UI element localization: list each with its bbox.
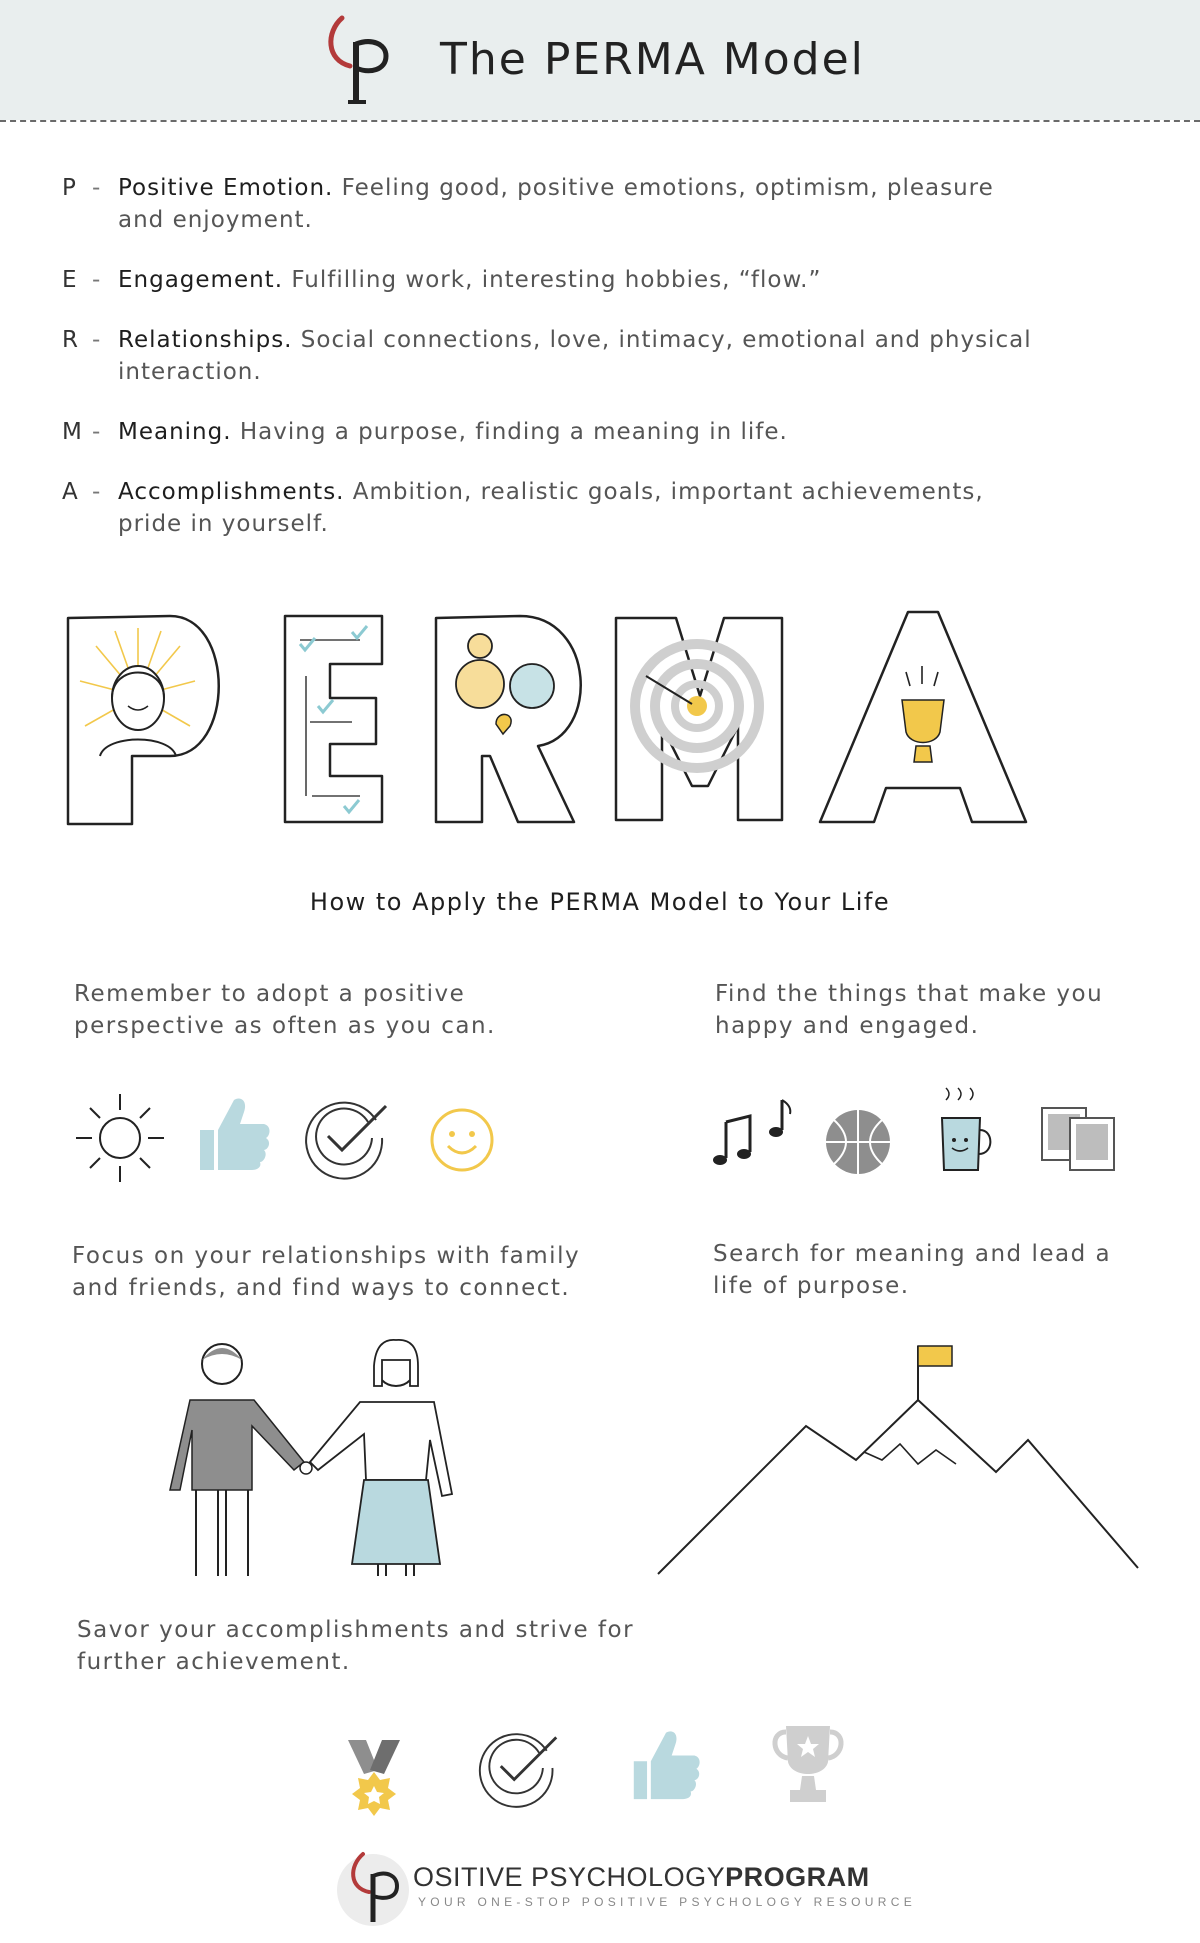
perma-description: Having a purpose, finding a meaning in life. bbox=[231, 419, 788, 445]
perma-dash: - bbox=[92, 175, 102, 201]
list-item-engagement bbox=[62, 264, 1082, 296]
perma-dash: - bbox=[92, 327, 102, 353]
brand-part-light: OSITIVE bbox=[413, 1862, 532, 1892]
perma-dash: - bbox=[92, 419, 102, 445]
page-title: The PERMA Model bbox=[440, 34, 865, 85]
tip-relationships: Focus on your relationships with family and friends, and find ways to connect. bbox=[72, 1243, 581, 1301]
perma-description: Social connections, love, intimacy, emotional and physical interaction. bbox=[118, 327, 1032, 385]
list-item-meaning bbox=[62, 416, 1082, 448]
basketball-icon bbox=[824, 1108, 892, 1176]
perma-term: Positive Emotion. bbox=[118, 175, 334, 201]
perma-letter: A bbox=[62, 479, 79, 505]
mug-icon bbox=[936, 1084, 996, 1176]
perma-dash: - bbox=[92, 479, 102, 505]
perma-illustrated-letters bbox=[60, 606, 1150, 832]
letter-r-illustration bbox=[436, 616, 581, 822]
brand-name bbox=[413, 1862, 870, 1893]
letter-a-illustration bbox=[820, 612, 1026, 822]
section-heading-apply: How to Apply the PERMA Model to Your Life bbox=[309, 888, 891, 916]
dashed-divider bbox=[0, 120, 1200, 122]
thumbs-up-icon bbox=[630, 1726, 702, 1804]
couple-holding-hands-icon bbox=[160, 1330, 460, 1580]
tip-positive: Remember to adopt a positive perspective as often as you can. bbox=[74, 981, 496, 1039]
perma-description: Feeling good, positive emotions, optimism, pleasure and enjoyment. bbox=[118, 175, 994, 233]
tip-engaged: Find the things that make you happy and engaged. bbox=[715, 981, 1104, 1039]
perma-letter: R bbox=[62, 327, 79, 353]
perma-text bbox=[118, 264, 1038, 296]
perma-description: Fulfilling work, interesting hobbies, “flow.” bbox=[283, 267, 822, 293]
mountain-flag-icon bbox=[656, 1340, 1140, 1580]
footer-logo-icon bbox=[333, 1848, 413, 1928]
sun-icon bbox=[72, 1090, 168, 1186]
list-item-accomplishments bbox=[62, 476, 1082, 540]
thumbs-up-icon bbox=[196, 1094, 272, 1174]
perma-text bbox=[118, 324, 1038, 388]
letter-e-illustration bbox=[285, 616, 382, 822]
perma-term: Engagement. bbox=[118, 267, 284, 293]
perma-description: Ambition, realistic goals, important achievements, pride in yourself. bbox=[118, 479, 984, 537]
smiley-icon bbox=[428, 1106, 496, 1174]
trophy-icon bbox=[770, 1722, 846, 1806]
checkmark-circle-icon bbox=[300, 1092, 392, 1184]
logo-psi-icon bbox=[320, 12, 396, 104]
checkmark-circle-icon bbox=[474, 1724, 562, 1812]
perma-letter: E bbox=[62, 267, 78, 293]
perma-letter: P bbox=[62, 175, 77, 201]
photos-icon bbox=[1040, 1104, 1120, 1176]
perma-text bbox=[118, 172, 1038, 236]
perma-definition-list bbox=[62, 172, 1082, 568]
perma-dash: - bbox=[92, 267, 102, 293]
perma-letter: M bbox=[62, 419, 83, 445]
letter-p-illustration bbox=[68, 616, 219, 824]
tip-accomplish: Savor your accomplishments and strive for further achievement. bbox=[77, 1617, 635, 1675]
music-notes-icon bbox=[712, 1096, 798, 1172]
perma-text bbox=[118, 476, 1038, 540]
letter-m-illustration bbox=[616, 618, 782, 820]
brand-tagline: YOUR ONE-STOP POSITIVE PSYCHOLOGY RESOURCE bbox=[418, 1895, 917, 1909]
perma-term: Meaning. bbox=[118, 419, 232, 445]
medal-icon bbox=[344, 1736, 404, 1816]
list-item-positive-emotion bbox=[62, 172, 1082, 236]
perma-term: Accomplishments. bbox=[118, 479, 345, 505]
perma-term: Relationships. bbox=[118, 327, 293, 353]
header-banner bbox=[0, 0, 1200, 120]
perma-text bbox=[118, 416, 1038, 448]
brand-part-bold: PROGRAM bbox=[725, 1862, 870, 1892]
list-item-relationships bbox=[62, 324, 1082, 388]
tip-meaning: Search for meaning and lead a life of purpose. bbox=[713, 1241, 1112, 1299]
brand-part-mid: PSYCHOLOGY bbox=[531, 1862, 726, 1892]
